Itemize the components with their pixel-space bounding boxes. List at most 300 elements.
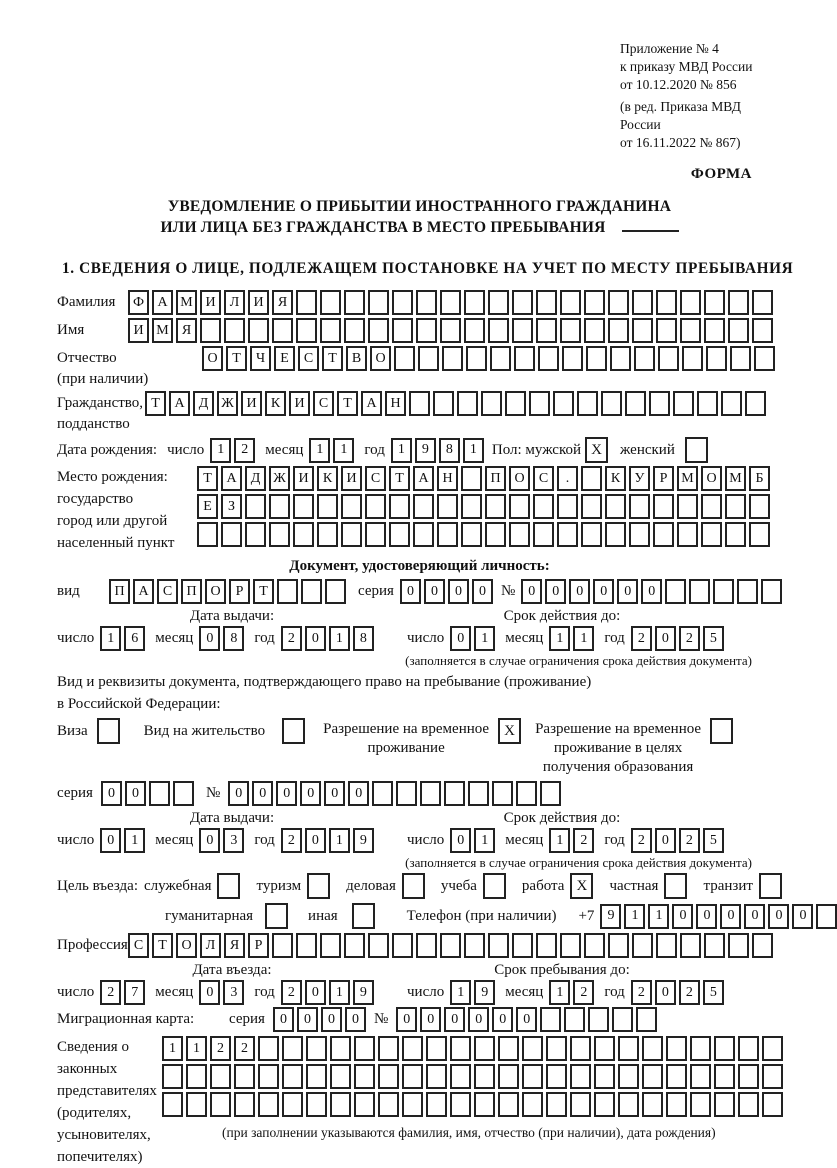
char-box[interactable]: 9 (415, 438, 436, 463)
char-box[interactable]: З (221, 494, 242, 519)
char-box[interactable] (437, 522, 458, 547)
char-box[interactable] (272, 318, 293, 343)
char-box[interactable] (629, 494, 650, 519)
char-box[interactable]: 2 (573, 828, 594, 853)
char-box[interactable]: 0 (744, 904, 765, 929)
char-box[interactable] (745, 391, 766, 416)
char-box[interactable]: 1 (329, 626, 350, 651)
char-box[interactable]: О (176, 933, 197, 958)
char-box[interactable]: А (133, 579, 154, 604)
char-box[interactable] (721, 391, 742, 416)
char-box[interactable] (673, 391, 694, 416)
char-box[interactable]: В (346, 346, 367, 371)
char-box[interactable]: 2 (679, 828, 700, 853)
char-box[interactable]: 2 (281, 980, 302, 1005)
char-box[interactable]: 8 (353, 626, 374, 651)
char-box[interactable] (666, 1036, 687, 1061)
char-box[interactable] (330, 1064, 351, 1089)
char-box[interactable]: А (221, 466, 242, 491)
char-box[interactable] (234, 1064, 255, 1089)
char-box[interactable]: М (677, 466, 698, 491)
checkbox-visa[interactable] (97, 718, 120, 744)
char-box[interactable]: 0 (472, 579, 493, 604)
char-box[interactable] (341, 522, 362, 547)
char-box[interactable] (560, 933, 581, 958)
char-box[interactable] (625, 391, 646, 416)
char-box[interactable]: Т (253, 579, 274, 604)
char-box[interactable] (577, 391, 598, 416)
char-box[interactable]: 8 (223, 626, 244, 651)
char-box[interactable] (529, 391, 550, 416)
char-box[interactable] (474, 1064, 495, 1089)
char-box[interactable]: 0 (276, 781, 297, 806)
char-box[interactable] (701, 522, 722, 547)
char-box[interactable] (725, 494, 746, 519)
char-box[interactable]: М (725, 466, 746, 491)
char-box[interactable] (540, 781, 561, 806)
char-box[interactable] (570, 1092, 591, 1117)
checkbox-male[interactable]: X (585, 437, 608, 463)
char-box[interactable]: 7 (124, 980, 145, 1005)
char-box[interactable]: 0 (696, 904, 717, 929)
char-box[interactable] (474, 1092, 495, 1117)
char-box[interactable]: 0 (424, 579, 445, 604)
char-box[interactable] (689, 579, 710, 604)
char-box[interactable]: 0 (450, 828, 471, 853)
char-box[interactable] (533, 494, 554, 519)
char-box[interactable] (601, 391, 622, 416)
char-box[interactable]: Р (229, 579, 250, 604)
char-box[interactable]: И (200, 290, 221, 315)
char-box[interactable] (186, 1092, 207, 1117)
char-box[interactable] (426, 1092, 447, 1117)
char-box[interactable] (629, 522, 650, 547)
char-box[interactable] (394, 346, 415, 371)
char-box[interactable] (658, 346, 679, 371)
char-box[interactable] (277, 579, 298, 604)
char-box[interactable] (409, 391, 430, 416)
char-box[interactable] (752, 933, 773, 958)
char-box[interactable]: И (293, 466, 314, 491)
char-box[interactable]: 2 (281, 828, 302, 853)
char-box[interactable] (584, 318, 605, 343)
char-box[interactable]: 0 (396, 1007, 417, 1032)
char-box[interactable]: 2 (234, 438, 255, 463)
char-box[interactable] (354, 1092, 375, 1117)
char-box[interactable]: О (370, 346, 391, 371)
char-box[interactable] (440, 290, 461, 315)
char-box[interactable]: И (341, 466, 362, 491)
char-box[interactable]: 0 (400, 579, 421, 604)
char-box[interactable] (522, 1064, 543, 1089)
char-box[interactable] (749, 522, 770, 547)
char-box[interactable]: 9 (353, 980, 374, 1005)
checkbox-purpose-humanitarian[interactable] (265, 903, 288, 929)
char-box[interactable] (690, 1064, 711, 1089)
char-box[interactable] (258, 1092, 279, 1117)
char-box[interactable] (492, 781, 513, 806)
char-box[interactable]: 0 (305, 626, 326, 651)
char-box[interactable]: Ж (217, 391, 238, 416)
char-box[interactable] (656, 318, 677, 343)
char-box[interactable] (440, 318, 461, 343)
char-box[interactable] (468, 781, 489, 806)
char-box[interactable] (666, 1064, 687, 1089)
char-box[interactable]: 0 (297, 1007, 318, 1032)
char-box[interactable]: А (152, 290, 173, 315)
char-box[interactable] (605, 494, 626, 519)
char-box[interactable]: С (365, 466, 386, 491)
char-box[interactable] (540, 1007, 561, 1032)
char-box[interactable]: Т (226, 346, 247, 371)
char-box[interactable]: 0 (672, 904, 693, 929)
char-box[interactable] (444, 781, 465, 806)
char-box[interactable]: 1 (549, 980, 570, 1005)
char-box[interactable]: О (701, 466, 722, 491)
char-box[interactable] (704, 290, 725, 315)
char-box[interactable]: 0 (720, 904, 741, 929)
char-box[interactable] (536, 933, 557, 958)
char-box[interactable] (570, 1036, 591, 1061)
char-box[interactable]: Д (245, 466, 266, 491)
char-box[interactable] (461, 522, 482, 547)
char-box[interactable]: 0 (199, 828, 220, 853)
char-box[interactable] (690, 1036, 711, 1061)
char-box[interactable]: 0 (492, 1007, 513, 1032)
char-box[interactable]: Т (322, 346, 343, 371)
char-box[interactable] (416, 290, 437, 315)
char-box[interactable] (509, 494, 530, 519)
char-box[interactable] (605, 522, 626, 547)
char-box[interactable]: 0 (252, 781, 273, 806)
char-box[interactable] (738, 1036, 759, 1061)
char-box[interactable]: 1 (186, 1036, 207, 1061)
char-box[interactable] (706, 346, 727, 371)
char-box[interactable] (538, 346, 559, 371)
char-box[interactable] (762, 1092, 783, 1117)
char-box[interactable]: Я (272, 290, 293, 315)
char-box[interactable] (296, 290, 317, 315)
char-box[interactable] (509, 522, 530, 547)
checkbox-female[interactable] (685, 437, 708, 463)
char-box[interactable] (488, 933, 509, 958)
char-box[interactable] (306, 1036, 327, 1061)
char-box[interactable]: 3 (223, 980, 244, 1005)
char-box[interactable]: 0 (228, 781, 249, 806)
char-box[interactable]: Т (152, 933, 173, 958)
char-box[interactable] (557, 522, 578, 547)
char-box[interactable] (653, 522, 674, 547)
char-box[interactable] (618, 1064, 639, 1089)
char-box[interactable]: Т (197, 466, 218, 491)
char-box[interactable]: 0 (545, 579, 566, 604)
char-box[interactable] (221, 522, 242, 547)
checkbox-purpose-other[interactable] (352, 903, 375, 929)
char-box[interactable] (344, 290, 365, 315)
char-box[interactable] (245, 494, 266, 519)
char-box[interactable] (258, 1064, 279, 1089)
char-box[interactable] (197, 522, 218, 547)
char-box[interactable] (618, 1092, 639, 1117)
char-box[interactable]: 2 (281, 626, 302, 651)
char-box[interactable] (610, 346, 631, 371)
char-box[interactable] (738, 1092, 759, 1117)
char-box[interactable] (402, 1064, 423, 1089)
char-box[interactable] (557, 494, 578, 519)
char-box[interactable] (512, 933, 533, 958)
char-box[interactable] (690, 1092, 711, 1117)
checkbox-purpose-transit[interactable] (759, 873, 782, 899)
char-box[interactable]: 2 (210, 1036, 231, 1061)
char-box[interactable] (378, 1064, 399, 1089)
char-box[interactable] (728, 290, 749, 315)
char-box[interactable]: Д (193, 391, 214, 416)
char-box[interactable]: Е (274, 346, 295, 371)
char-box[interactable] (608, 318, 629, 343)
char-box[interactable] (522, 1092, 543, 1117)
char-box[interactable] (354, 1064, 375, 1089)
char-box[interactable] (269, 522, 290, 547)
char-box[interactable]: 0 (305, 980, 326, 1005)
char-box[interactable]: Н (437, 466, 458, 491)
char-box[interactable] (162, 1064, 183, 1089)
char-box[interactable] (426, 1064, 447, 1089)
char-box[interactable]: 0 (300, 781, 321, 806)
char-box[interactable]: 6 (124, 626, 145, 651)
char-box[interactable] (162, 1092, 183, 1117)
char-box[interactable] (581, 522, 602, 547)
char-box[interactable] (677, 522, 698, 547)
char-box[interactable]: Р (653, 466, 674, 491)
char-box[interactable]: К (317, 466, 338, 491)
char-box[interactable] (680, 290, 701, 315)
char-box[interactable] (632, 290, 653, 315)
char-box[interactable]: 0 (444, 1007, 465, 1032)
char-box[interactable] (701, 494, 722, 519)
char-box[interactable] (816, 904, 837, 929)
char-box[interactable]: 0 (101, 781, 122, 806)
char-box[interactable] (416, 933, 437, 958)
char-box[interactable]: 2 (573, 980, 594, 1005)
char-box[interactable]: 0 (569, 579, 590, 604)
char-box[interactable] (378, 1036, 399, 1061)
char-box[interactable]: Н (385, 391, 406, 416)
char-box[interactable]: 0 (345, 1007, 366, 1032)
char-box[interactable] (608, 933, 629, 958)
checkbox-edu-residence-permit[interactable] (710, 718, 733, 744)
char-box[interactable]: . (557, 466, 578, 491)
char-box[interactable] (418, 346, 439, 371)
char-box[interactable] (490, 346, 511, 371)
char-box[interactable] (553, 391, 574, 416)
char-box[interactable] (560, 318, 581, 343)
char-box[interactable] (546, 1092, 567, 1117)
char-box[interactable] (392, 933, 413, 958)
char-box[interactable] (258, 1036, 279, 1061)
char-box[interactable]: 0 (199, 980, 220, 1005)
char-box[interactable] (293, 494, 314, 519)
char-box[interactable] (365, 494, 386, 519)
char-box[interactable]: 1 (100, 626, 121, 651)
char-box[interactable]: 0 (617, 579, 638, 604)
char-box[interactable] (368, 290, 389, 315)
char-box[interactable] (498, 1064, 519, 1089)
char-box[interactable] (317, 522, 338, 547)
char-box[interactable] (564, 1007, 585, 1032)
char-box[interactable] (546, 1064, 567, 1089)
char-box[interactable] (341, 494, 362, 519)
char-box[interactable]: 1 (474, 626, 495, 651)
char-box[interactable]: М (176, 290, 197, 315)
char-box[interactable] (354, 1036, 375, 1061)
char-box[interactable]: 1 (573, 626, 594, 651)
char-box[interactable]: 9 (353, 828, 374, 853)
char-box[interactable] (173, 781, 194, 806)
char-box[interactable]: 0 (450, 626, 471, 651)
char-box[interactable] (634, 346, 655, 371)
char-box[interactable] (442, 346, 463, 371)
char-box[interactable] (752, 318, 773, 343)
char-box[interactable] (330, 1036, 351, 1061)
char-box[interactable] (586, 346, 607, 371)
char-box[interactable] (413, 494, 434, 519)
char-box[interactable] (649, 391, 670, 416)
char-box[interactable] (317, 494, 338, 519)
char-box[interactable] (505, 391, 526, 416)
char-box[interactable] (752, 290, 773, 315)
char-box[interactable]: И (289, 391, 310, 416)
char-box[interactable] (200, 318, 221, 343)
char-box[interactable]: 1 (124, 828, 145, 853)
char-box[interactable] (392, 290, 413, 315)
char-box[interactable]: 0 (768, 904, 789, 929)
char-box[interactable]: 0 (448, 579, 469, 604)
char-box[interactable] (514, 346, 535, 371)
char-box[interactable] (485, 522, 506, 547)
char-box[interactable] (728, 933, 749, 958)
char-box[interactable]: 1 (391, 438, 412, 463)
char-box[interactable]: 0 (593, 579, 614, 604)
char-box[interactable]: 8 (439, 438, 460, 463)
char-box[interactable]: 1 (624, 904, 645, 929)
checkbox-purpose-official[interactable] (217, 873, 240, 899)
char-box[interactable]: С (157, 579, 178, 604)
char-box[interactable]: Р (248, 933, 269, 958)
char-box[interactable]: 0 (521, 579, 542, 604)
char-box[interactable] (433, 391, 454, 416)
char-box[interactable] (474, 1036, 495, 1061)
char-box[interactable]: П (181, 579, 202, 604)
char-box[interactable] (680, 318, 701, 343)
char-box[interactable] (584, 933, 605, 958)
char-box[interactable] (210, 1092, 231, 1117)
char-box[interactable]: 1 (549, 828, 570, 853)
char-box[interactable]: 0 (792, 904, 813, 929)
char-box[interactable] (581, 494, 602, 519)
char-box[interactable]: 2 (100, 980, 121, 1005)
char-box[interactable] (320, 933, 341, 958)
char-box[interactable] (761, 579, 782, 604)
char-box[interactable]: Ж (269, 466, 290, 491)
char-box[interactable]: Т (145, 391, 166, 416)
char-box[interactable]: С (533, 466, 554, 491)
char-box[interactable]: Я (176, 318, 197, 343)
char-box[interactable]: 5 (703, 626, 724, 651)
char-box[interactable]: А (413, 466, 434, 491)
char-box[interactable]: 2 (631, 626, 652, 651)
char-box[interactable]: 0 (324, 781, 345, 806)
checkbox-purpose-business[interactable] (402, 873, 425, 899)
char-box[interactable] (516, 781, 537, 806)
char-box[interactable]: 0 (348, 781, 369, 806)
char-box[interactable] (426, 1036, 447, 1061)
char-box[interactable]: 2 (631, 980, 652, 1005)
char-box[interactable] (466, 346, 487, 371)
char-box[interactable] (461, 466, 482, 491)
char-box[interactable] (656, 933, 677, 958)
checkbox-purpose-tourism[interactable] (307, 873, 330, 899)
char-box[interactable] (714, 1036, 735, 1061)
checkbox-temp-residence-permit[interactable]: X (498, 718, 521, 744)
char-box[interactable]: П (109, 579, 130, 604)
char-box[interactable] (697, 391, 718, 416)
char-box[interactable]: Я (224, 933, 245, 958)
char-box[interactable] (608, 290, 629, 315)
char-box[interactable] (282, 1064, 303, 1089)
char-box[interactable] (149, 781, 170, 806)
char-box[interactable] (612, 1007, 633, 1032)
char-box[interactable]: Т (389, 466, 410, 491)
char-box[interactable]: 1 (329, 980, 350, 1005)
char-box[interactable] (282, 1092, 303, 1117)
char-box[interactable] (562, 346, 583, 371)
char-box[interactable]: 0 (655, 828, 676, 853)
char-box[interactable]: И (248, 290, 269, 315)
char-box[interactable] (186, 1064, 207, 1089)
char-box[interactable] (498, 1092, 519, 1117)
char-box[interactable] (594, 1036, 615, 1061)
char-box[interactable] (682, 346, 703, 371)
char-box[interactable] (725, 522, 746, 547)
char-box[interactable]: А (169, 391, 190, 416)
char-box[interactable]: 1 (309, 438, 330, 463)
char-box[interactable]: 0 (305, 828, 326, 853)
char-box[interactable] (245, 522, 266, 547)
char-box[interactable]: А (361, 391, 382, 416)
char-box[interactable] (636, 1007, 657, 1032)
char-box[interactable] (584, 290, 605, 315)
char-box[interactable]: 1 (450, 980, 471, 1005)
char-box[interactable] (464, 318, 485, 343)
char-box[interactable] (588, 1007, 609, 1032)
char-box[interactable] (368, 318, 389, 343)
char-box[interactable] (704, 933, 725, 958)
char-box[interactable]: И (128, 318, 149, 343)
char-box[interactable]: Ф (128, 290, 149, 315)
char-box[interactable]: Б (749, 466, 770, 491)
char-box[interactable] (344, 933, 365, 958)
char-box[interactable] (248, 318, 269, 343)
char-box[interactable]: 5 (703, 980, 724, 1005)
char-box[interactable] (512, 318, 533, 343)
char-box[interactable] (320, 290, 341, 315)
char-box[interactable]: 1 (162, 1036, 183, 1061)
char-box[interactable] (420, 781, 441, 806)
char-box[interactable] (296, 318, 317, 343)
char-box[interactable] (728, 318, 749, 343)
char-box[interactable] (642, 1036, 663, 1061)
char-box[interactable] (754, 346, 775, 371)
